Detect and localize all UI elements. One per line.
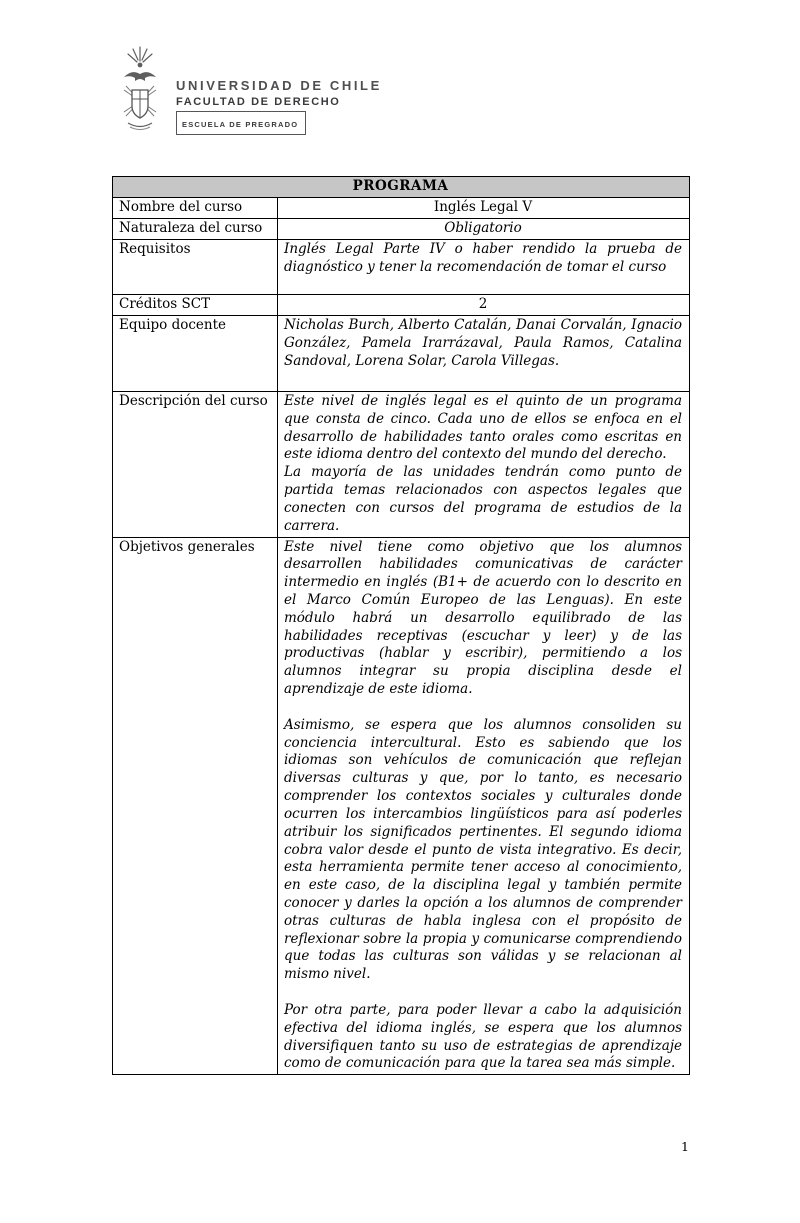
objectives-paragraph: Este nivel tiene como objetivo que los alumnos desarrollen habilidades comunicativas de carácter intermedio en inglés (B1+ de acuerdo con lo descrito en el Marco Común Europeo de las Lenguas). En este módulo habrá un desarrollo equilibrado de las habilidades receptivas (escuchar y leer) y de las productivas (hablar y escribir), permitiendo a los alumnos integrar su propia disciplina desde el aprendizaje de este idioma.: [284, 538, 682, 697]
general-objectives-value: [278, 537, 690, 1075]
table-title: PROGRAMA: [113, 177, 690, 198]
objectives-paragraph: Por otra parte, para poder llevar a cabo la adquisición efectiva del idioma inglés, se espera que los alumnos diversifiquen tanto su uso de estrategias de aprendizaje como de comunicación para que la tarea sea más simple.: [284, 1002, 682, 1072]
course-name-value: Inglés Legal V: [278, 198, 690, 219]
row-requisitos: [113, 240, 690, 295]
description-paragraph: Este nivel de inglés legal es el quinto de un programa que consta de cinco. Cada uno de ellos se enfoca en el desarrollo de habilidades tanto orales como escritas en este idioma dentro del contexto del mundo del derecho.: [284, 393, 682, 463]
row-label: Equipo docente: [113, 316, 278, 392]
row-label: Descripción del curso: [113, 392, 278, 538]
row-equipo-docente: [113, 316, 690, 392]
objectives-paragraph: Asimismo, se espera que los alumnos consoliden su conciencia intercultural. Esto es sabiendo que los idiomas son vehículos de comunicación que reflejan diversas culturas y que, por lo tanto, es necesario comprender los contextos sociales y culturales donde ocurren los intercambios lingüísticos para así poderles atribuir los significados pertinentes. El segundo idioma cobra valor desde el punto de vista integrativo. Es decir, esta herramienta permite tener acceso al conocimiento, en este caso, de la disciplina legal y también permite conocer y darles la opción a los alumnos de comprender otras culturas de habla inglesa con el propósito de reflexionar sobre la propia y comunicarse comprendiendo que todas las culturas son válidas y se relacionan al mismo nivel.: [284, 716, 682, 983]
requirements-value: Inglés Legal Parte IV o haber rendido la prueba de diagnóstico y tener la recomendación de tomar el curso: [278, 240, 690, 295]
university-name: UNIVERSIDAD DE CHILE: [176, 78, 382, 93]
school-name: ESCUELA DE PREGRADO: [182, 120, 299, 129]
row-label: Objetivos generales: [113, 537, 278, 1075]
page-number: 1: [681, 1139, 689, 1154]
teaching-team-value: Nicholas Burch, Alberto Catalán, Danai Corvalán, Ignacio González, Pamela Irarrázaval, Paula Ramos, Catalina Sandoval, Lorena Solar, Carola Villegas.: [278, 316, 690, 392]
school-badge: [176, 111, 306, 135]
row-naturaleza-del-curso: [113, 219, 690, 240]
course-nature-value: Obligatorio: [278, 219, 690, 240]
letterhead-text: [176, 78, 382, 135]
credits-value: 2: [278, 295, 690, 316]
course-description-value: [278, 392, 690, 538]
program-table: [112, 176, 690, 1075]
table-title-row: [113, 177, 690, 198]
row-objetivos-generales: [113, 537, 690, 1075]
row-label: Requisitos: [113, 240, 278, 295]
letterhead: [116, 46, 382, 135]
row-creditos-sct: [113, 295, 690, 316]
row-label: Créditos SCT: [113, 295, 278, 316]
universidad-de-chile-crest-icon: [116, 46, 164, 134]
row-label: Naturaleza del curso: [113, 219, 278, 240]
row-label: Nombre del curso: [113, 198, 278, 219]
row-nombre-del-curso: [113, 198, 690, 219]
faculty-name: FACULTAD DE DERECHO: [176, 96, 341, 108]
description-paragraph: La mayoría de las unidades tendrán como punto de partida temas relacionados con aspectos legales que conecten con cursos del programa de estudios de la carrera.: [284, 464, 682, 534]
row-descripcion-del-curso: [113, 392, 690, 538]
